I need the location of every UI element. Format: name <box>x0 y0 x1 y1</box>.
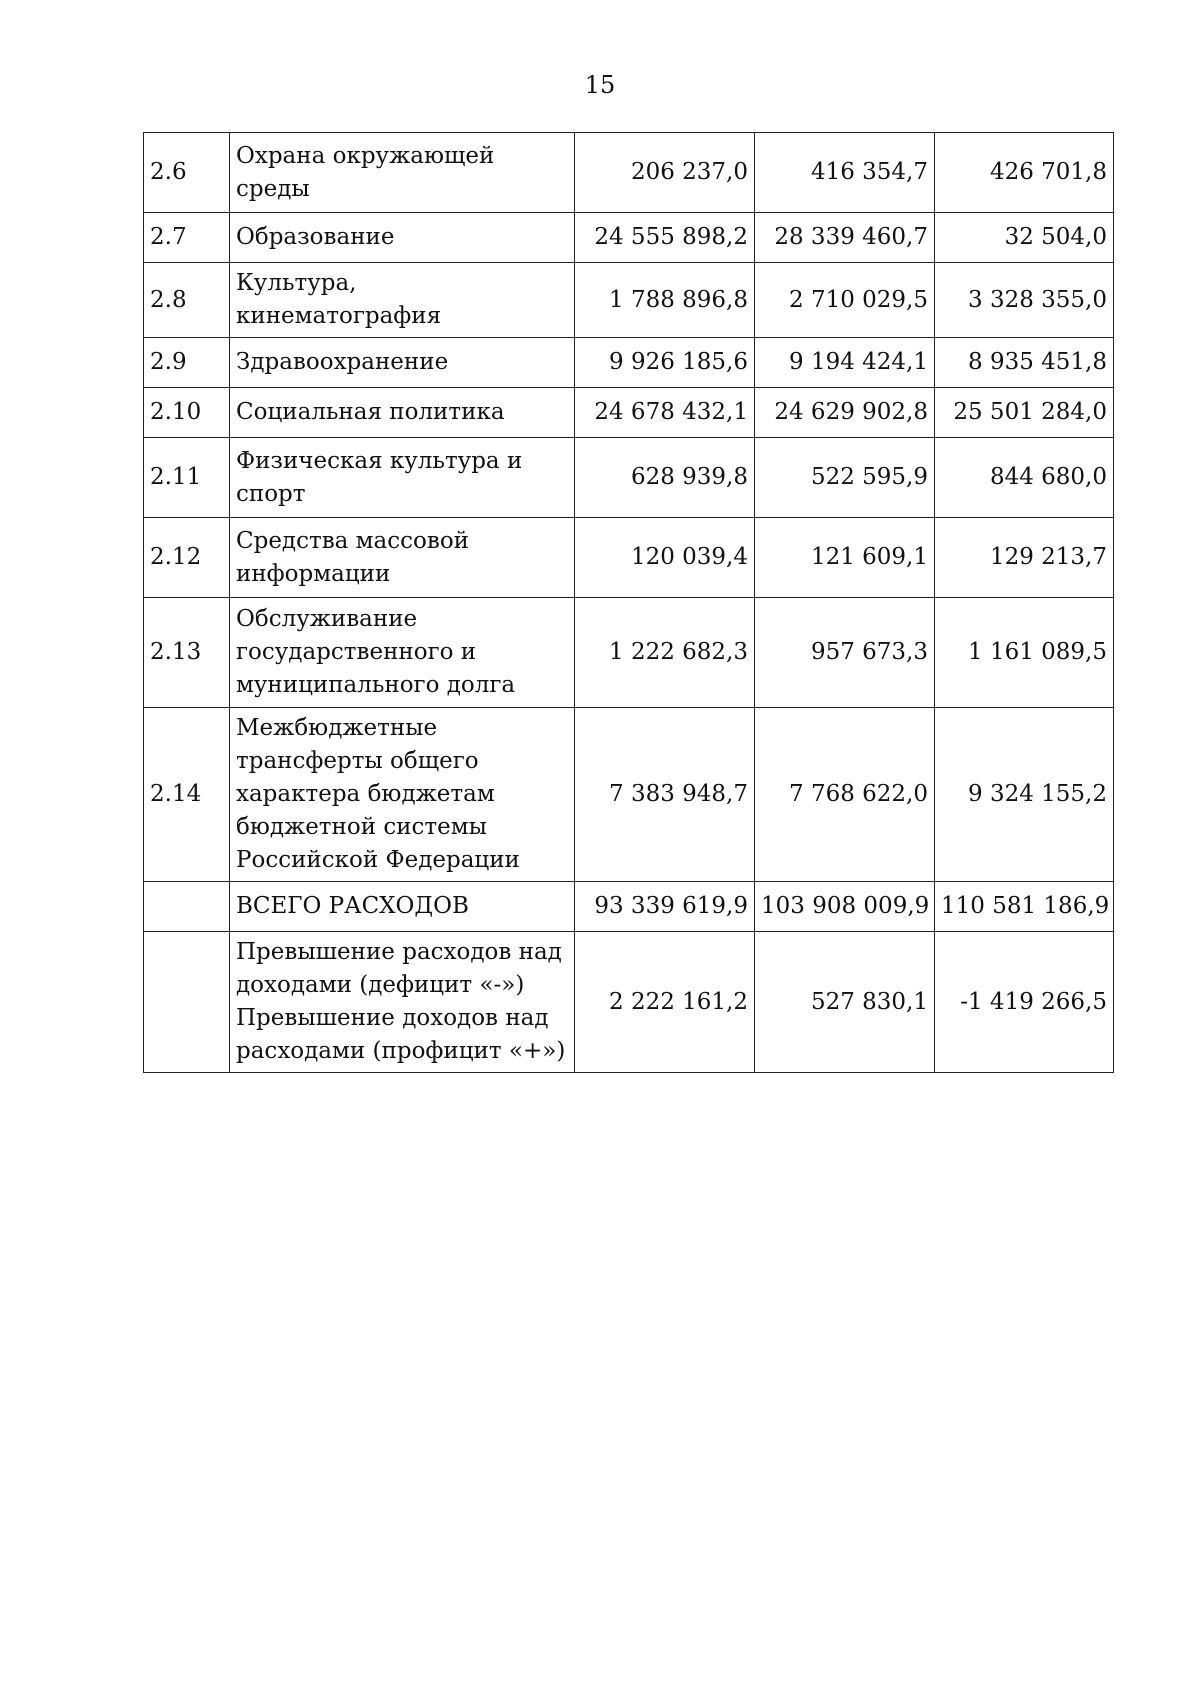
table-row-total <box>144 882 1114 932</box>
row-name: ВСЕГО РАСХОДОВ <box>230 882 575 932</box>
row-name: Обслуживание государственного и муниципального долга <box>230 598 575 708</box>
row-value-2: 24 629 902,8 <box>755 388 935 438</box>
row-value-1: 9 926 185,6 <box>575 338 755 388</box>
row-name: Превышение расходов над доходами (дефицит «-») Превышение доходов над расходами (профицит «+») <box>230 932 575 1073</box>
row-name: Социальная политика <box>230 388 575 438</box>
row-value-3: 9 324 155,2 <box>935 708 1114 882</box>
row-value-2: 103 908 009,9 <box>755 882 935 932</box>
budget-expenses-table <box>143 132 1114 1073</box>
row-value-3: 3 328 355,0 <box>935 263 1114 338</box>
row-value-2: 121 609,1 <box>755 518 935 598</box>
row-name: Средства массовой информации <box>230 518 575 598</box>
row-value-2: 9 194 424,1 <box>755 338 935 388</box>
row-value-2: 527 830,1 <box>755 932 935 1073</box>
table-row <box>144 708 1114 882</box>
row-value-3: 844 680,0 <box>935 438 1114 518</box>
row-value-2: 7 768 622,0 <box>755 708 935 882</box>
table-row <box>144 598 1114 708</box>
row-value-2: 522 595,9 <box>755 438 935 518</box>
row-value-1: 93 339 619,9 <box>575 882 755 932</box>
page-number: 15 <box>584 71 616 99</box>
row-value-1: 7 383 948,7 <box>575 708 755 882</box>
row-value-3: 32 504,0 <box>935 213 1114 263</box>
row-name: Физическая культура и спорт <box>230 438 575 518</box>
table-row <box>144 213 1114 263</box>
row-value-3: 110 581 186,9 <box>935 882 1114 932</box>
row-name: Межбюджетные трансферты общего характера бюджетам бюджетной системы Российской Федерации <box>230 708 575 882</box>
row-code: 2.12 <box>144 518 230 598</box>
row-value-1: 2 222 161,2 <box>575 932 755 1073</box>
table-row <box>144 133 1114 213</box>
table-row <box>144 338 1114 388</box>
row-code: 2.7 <box>144 213 230 263</box>
row-name: Здравоохранение <box>230 338 575 388</box>
row-code: 2.11 <box>144 438 230 518</box>
row-code: 2.14 <box>144 708 230 882</box>
row-code: 2.8 <box>144 263 230 338</box>
row-value-3: -1 419 266,5 <box>935 932 1114 1073</box>
row-value-2: 28 339 460,7 <box>755 213 935 263</box>
row-value-3: 8 935 451,8 <box>935 338 1114 388</box>
table-row <box>144 263 1114 338</box>
row-value-3: 25 501 284,0 <box>935 388 1114 438</box>
row-code: 2.6 <box>144 133 230 213</box>
row-value-3: 1 161 089,5 <box>935 598 1114 708</box>
row-name: Охрана окружающей среды <box>230 133 575 213</box>
row-value-1: 206 237,0 <box>575 133 755 213</box>
row-code: 2.10 <box>144 388 230 438</box>
table-row <box>144 518 1114 598</box>
table-row <box>144 388 1114 438</box>
table-row <box>144 438 1114 518</box>
row-value-2: 2 710 029,5 <box>755 263 935 338</box>
row-code: 2.13 <box>144 598 230 708</box>
row-code <box>144 882 230 932</box>
row-code <box>144 932 230 1073</box>
row-name: Культура, кинематография <box>230 263 575 338</box>
row-value-1: 628 939,8 <box>575 438 755 518</box>
row-value-3: 129 213,7 <box>935 518 1114 598</box>
row-value-2: 957 673,3 <box>755 598 935 708</box>
row-value-1: 24 678 432,1 <box>575 388 755 438</box>
row-code: 2.9 <box>144 338 230 388</box>
row-value-1: 1 788 896,8 <box>575 263 755 338</box>
row-value-1: 24 555 898,2 <box>575 213 755 263</box>
row-value-1: 1 222 682,3 <box>575 598 755 708</box>
row-value-3: 426 701,8 <box>935 133 1114 213</box>
row-name: Образование <box>230 213 575 263</box>
table-row-balance <box>144 932 1114 1073</box>
row-value-2: 416 354,7 <box>755 133 935 213</box>
row-value-1: 120 039,4 <box>575 518 755 598</box>
